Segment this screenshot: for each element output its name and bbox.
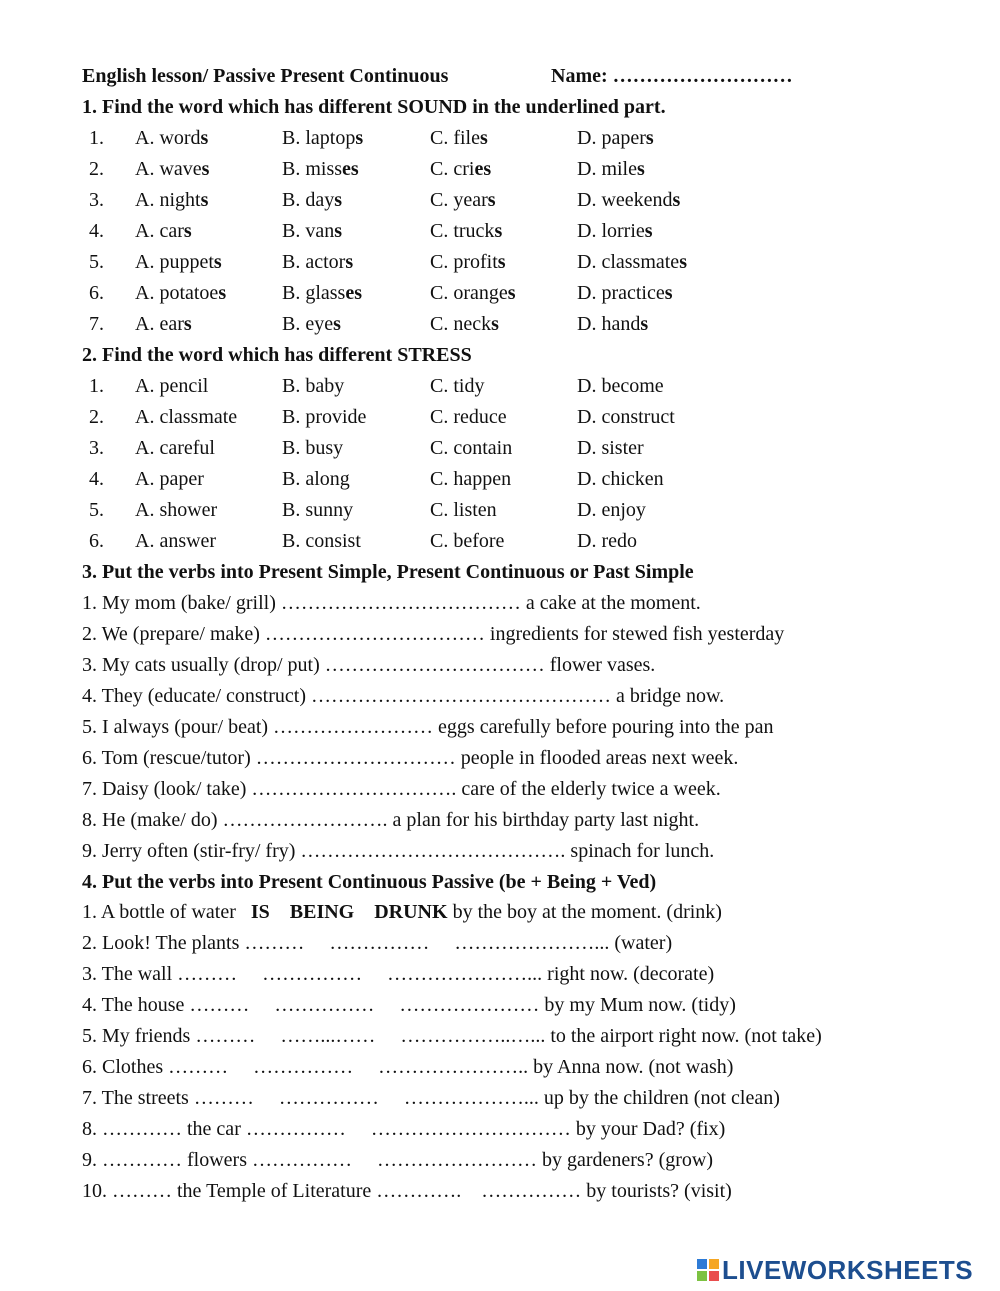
question-number: 6. (89, 530, 104, 552)
option-text: B. glass (282, 282, 346, 304)
question-number: 2. (89, 406, 104, 428)
option-text: D. mile (577, 158, 637, 180)
option-text: D. paper (577, 127, 646, 149)
option-ending: s (200, 127, 209, 149)
answer-option-c[interactable]: C. contain (430, 437, 513, 459)
answer-option-c[interactable] (430, 187, 496, 213)
page-title: English lesson/ Passive Present Continuous (82, 65, 449, 87)
option-text: B. actor (282, 251, 346, 273)
question-number: 5. (89, 499, 104, 521)
passive-exercise-line[interactable]: 6. Clothes ……… …………… ………………….. by Anna now. (not wash) (82, 1056, 734, 1078)
option-text: D. hand (577, 313, 641, 335)
passive-exercise-line[interactable]: 9. ………… flowers …………… …………………… by gardeners? (grow) (82, 1149, 714, 1171)
answer-option-a[interactable]: A. classmate (135, 406, 238, 428)
option-text: C. truck (430, 220, 495, 242)
answer-option-a[interactable] (135, 156, 209, 182)
option-ending: s (672, 189, 681, 211)
answer-option-b[interactable] (282, 125, 363, 151)
answer-option-c[interactable] (430, 218, 502, 244)
verb-exercise-line[interactable]: 2. We (prepare/ make) …………………………… ingredients for stewed fish yesterday (82, 623, 785, 645)
answer-option-b[interactable] (282, 311, 341, 337)
option-text: C. neck (430, 313, 492, 335)
option-ending: s (497, 251, 506, 273)
answer-option-a[interactable] (135, 311, 192, 337)
option-ending: s (183, 313, 192, 335)
answer-option-d[interactable] (577, 187, 680, 213)
answer-option-c[interactable] (430, 311, 499, 337)
example-post: by the boy at the moment. (drink) (447, 901, 722, 923)
question-number: 4. (89, 220, 104, 242)
liveworksheets-logo (697, 1255, 973, 1285)
passive-exercise-line[interactable]: 8. ………… the car …………… ………………………… by your Dad? (fix) (82, 1118, 726, 1140)
answer-option-d[interactable]: D. sister (577, 437, 644, 459)
option-ending: s (664, 282, 673, 304)
verb-exercise-line[interactable]: 4. They (educate/ construct) ……………………………………… a bridge now. (82, 685, 725, 707)
verb-exercise-line[interactable]: 8. He (make/ do) ……………………. a plan for his birthday party last night. (82, 809, 700, 831)
answer-option-a[interactable] (135, 280, 226, 306)
answer-option-b[interactable] (282, 249, 353, 275)
option-ending: s (355, 127, 364, 149)
answer-option-c[interactable]: C. before (430, 530, 505, 552)
option-ending: s (491, 313, 499, 335)
option-ending: s (645, 127, 654, 149)
option-text: C. orange (430, 282, 508, 304)
verb-exercise-line[interactable]: 1. My mom (bake/ grill) ……………………………… a cake at the moment. (82, 592, 701, 614)
verb-exercise-line[interactable]: 3. My cats usually (drop/ put) …………………………… flower vases. (82, 654, 656, 676)
option-text: C. file (430, 127, 480, 149)
option-text: C. year (430, 189, 488, 211)
option-text: A. wave (135, 158, 202, 180)
answer-option-d[interactable] (577, 218, 653, 244)
passive-exercise-line[interactable]: 4. The house ……… …………… ………………… by my Mum now. (tidy) (82, 994, 736, 1016)
passive-exercise-line[interactable]: 5. My friends ……… ……...…… ……………..…... to the airport right now. (not take) (82, 1025, 822, 1047)
option-ending: s (333, 313, 341, 335)
option-text: A. ear (135, 313, 184, 335)
answer-option-d[interactable] (577, 125, 654, 151)
option-ending: s (183, 220, 192, 242)
answer-option-a[interactable] (135, 249, 222, 275)
answer-option-b[interactable] (282, 156, 359, 182)
answer-option-a[interactable]: A. paper (135, 468, 204, 490)
logo-text: LIVEWORKSHEETS (722, 1254, 974, 1285)
option-ending: s (334, 189, 343, 211)
passive-exercise-line[interactable]: 3. The wall ……… …………… …………………... right now. (decorate) (82, 963, 715, 985)
answer-option-d[interactable]: D. become (577, 375, 664, 397)
option-text: D. lorrie (577, 220, 645, 242)
option-ending: s (480, 127, 488, 149)
answer-option-a[interactable]: A. shower (135, 499, 218, 521)
option-text: A. car (135, 220, 184, 242)
option-text: D. classmate (577, 251, 680, 273)
option-ending: s (640, 313, 649, 335)
answer-option-b[interactable]: B. busy (282, 437, 344, 459)
option-text: A. night (135, 189, 201, 211)
answer-option-a[interactable] (135, 125, 208, 151)
answer-option-d[interactable]: D. redo (577, 530, 637, 552)
question-number: 1. (89, 375, 104, 397)
verb-exercise-line[interactable]: 6. Tom (rescue/tutor) ………………………… people in flooded areas next week. (82, 747, 739, 769)
answer-option-a[interactable]: A. pencil (135, 375, 209, 397)
answer-option-c[interactable] (430, 125, 488, 151)
option-text: C. profit (430, 251, 498, 273)
option-text: D. practice (577, 282, 665, 304)
answer-option-b[interactable]: B. sunny (282, 499, 354, 521)
answer-option-c[interactable]: C. reduce (430, 406, 507, 428)
option-text: A. puppet (135, 251, 214, 273)
option-text: B. miss (282, 158, 343, 180)
answer-option-b[interactable] (282, 187, 342, 213)
option-text: B. laptop (282, 127, 356, 149)
question-number: 6. (89, 282, 104, 304)
verb-exercise-line[interactable]: 7. Daisy (look/ take) …………………………. care of the elderly twice a week. (82, 778, 721, 800)
passive-exercise-line[interactable]: 10. ……… the Temple of Literature …………. …………… by tourists? (visit) (82, 1180, 732, 1202)
option-ending: s (213, 251, 222, 273)
answer-option-d[interactable] (577, 311, 648, 337)
option-ending: es (474, 158, 492, 180)
option-ending: es (345, 282, 363, 304)
answer-option-c[interactable]: C. happen (430, 468, 512, 490)
question-number: 2. (89, 158, 104, 180)
option-ending: s (644, 220, 653, 242)
option-ending: s (679, 251, 687, 273)
question-number: 1. (89, 127, 104, 149)
example-sentence (82, 899, 722, 925)
option-ending: s (334, 220, 343, 242)
answer-option-b[interactable] (282, 218, 342, 244)
question-number: 3. (89, 437, 104, 459)
logo-squares-icon (697, 1259, 719, 1281)
option-ending: s (507, 282, 516, 304)
answer-option-c[interactable]: C. tidy (430, 375, 485, 397)
option-text: A. potatoe (135, 282, 219, 304)
answer-option-a[interactable]: A. answer (135, 530, 217, 552)
option-ending: es (342, 158, 359, 180)
answer-option-a[interactable] (135, 218, 192, 244)
option-text: C. cri (430, 158, 475, 180)
section2-heading: 2. Find the word which has different STRESS (82, 344, 472, 366)
answer-option-c[interactable]: C. listen (430, 499, 497, 521)
example-pre: 1. A bottle of water (82, 901, 246, 923)
answer-option-d[interactable]: D. chicken (577, 468, 664, 490)
option-text: D. weekend (577, 189, 673, 211)
question-number: 7. (89, 313, 104, 335)
answer-option-c[interactable] (430, 249, 506, 275)
section1-heading: 1. Find the word which has different SOUND in the underlined part. (82, 96, 666, 118)
question-number: 3. (89, 189, 104, 211)
answer-option-c[interactable] (430, 156, 491, 182)
answer-option-d[interactable] (577, 280, 673, 306)
answer-option-b[interactable]: B. provide (282, 406, 367, 428)
option-ending: s (201, 158, 210, 180)
answer-option-a[interactable] (135, 187, 208, 213)
answer-option-d[interactable]: D. enjoy (577, 499, 646, 521)
option-text: B. van (282, 220, 335, 242)
option-text: B. day (282, 189, 335, 211)
option-ending: s (218, 282, 227, 304)
section3-heading: 3. Put the verbs into Present Simple, Present Continuous or Past Simple (82, 561, 694, 583)
passive-exercise-line[interactable]: 7. The streets ……… …………… ………………... up by the children (not clean) (82, 1087, 780, 1109)
answer-option-d[interactable]: D. construct (577, 406, 675, 428)
answer-option-a[interactable]: A. careful (135, 437, 215, 459)
question-number: 5. (89, 251, 104, 273)
option-ending: s (637, 158, 645, 180)
answer-option-b[interactable]: B. consist (282, 530, 361, 552)
option-text: A. word (135, 127, 201, 149)
passive-exercise-line[interactable]: 2. Look! The plants ……… …………… …………………... (water) (82, 932, 673, 954)
answer-option-b[interactable] (282, 280, 362, 306)
verb-exercise-line[interactable]: 5. I always (pour/ beat) …………………… eggs carefully before pouring into the pan (82, 716, 774, 738)
option-text: B. eye (282, 313, 334, 335)
name-field[interactable]: Name: ……………………… (551, 65, 793, 87)
example-answer: IS BEING DRUNK (245, 901, 448, 923)
answer-option-d[interactable] (577, 249, 687, 275)
option-ending: s (494, 220, 503, 242)
answer-option-b[interactable]: B. along (282, 468, 350, 490)
option-ending: s (487, 189, 496, 211)
answer-option-d[interactable] (577, 156, 645, 182)
section4-heading: 4. Put the verbs into Present Continuous Passive (be + Being + Ved) (82, 871, 657, 893)
verb-exercise-line[interactable]: 9. Jerry often (stir-fry/ fry) …………………………………. spinach for lunch. (82, 840, 715, 862)
answer-option-c[interactable] (430, 280, 516, 306)
question-number: 4. (89, 468, 104, 490)
option-ending: s (345, 251, 354, 273)
answer-option-b[interactable]: B. baby (282, 375, 345, 397)
option-ending: s (200, 189, 209, 211)
